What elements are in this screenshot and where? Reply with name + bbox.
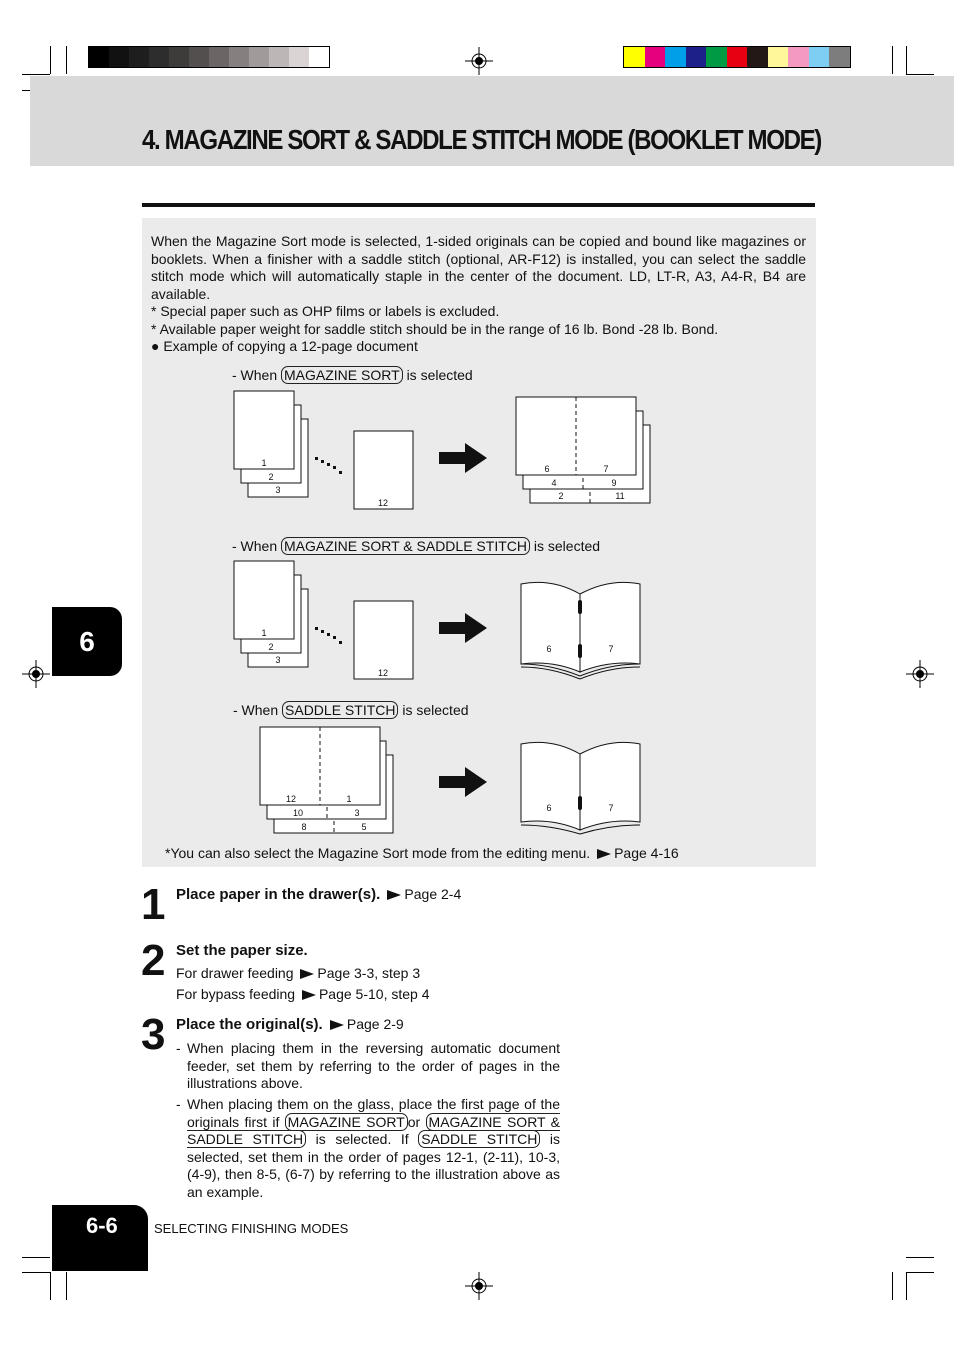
key-label: MAGAZINE SORT: [285, 1113, 408, 1131]
page-number: 2: [268, 642, 274, 652]
page-number: 3: [275, 655, 281, 665]
page-number: 3: [354, 808, 360, 818]
page-number: 2: [558, 491, 564, 501]
page-number: 4: [551, 478, 557, 488]
editing-menu-note: *You can also select the Magazine Sort mode from the editing menu. Page 4-16: [165, 845, 679, 861]
chapter-tab: 6: [52, 607, 122, 676]
diagram-label: - When MAGAZINE SORT is selected: [232, 367, 473, 383]
diagram-label: - When SADDLE STITCH is selected: [233, 702, 469, 718]
page-number: 6: [546, 803, 552, 813]
page-number: 12: [377, 498, 389, 508]
diagram-label: - When MAGAZINE SORT & SADDLE STITCH is selected: [232, 538, 601, 554]
step-number: 1: [141, 880, 164, 929]
page-number: 5: [361, 822, 367, 832]
intro-paragraph: When the Magazine Sort mode is selected, 1-sided originals can be copied and bound like magazines or booklets. When a finisher with a saddle stitch (optional, AR-F12) is installed, you can select the saddle stitch mode which will automatically staple in the center of the document. LD, LT-R, A3, A4-R, B4 are available.: [151, 233, 806, 302]
page-number: 9: [611, 478, 617, 488]
page-number: 7: [608, 644, 614, 654]
page-number: 1: [346, 794, 352, 804]
key-label: SADDLE STITCH: [418, 1130, 540, 1148]
page-number: 7: [608, 803, 614, 813]
reference-arrow-icon: [597, 849, 611, 859]
reference-arrow-icon: [300, 969, 314, 979]
section-name: SELECTING FINISHING MODES: [154, 1221, 349, 1236]
page-number: 7: [603, 464, 609, 474]
reference-arrow-icon: [330, 1020, 344, 1030]
page-number: 1: [261, 458, 267, 468]
step-detail: For bypass feeding Page 5-10, step 4: [176, 986, 430, 1002]
page-number: 3: [275, 485, 281, 495]
page-number: 10: [292, 808, 304, 818]
reference-arrow-icon: [387, 890, 401, 900]
reference-arrow-icon: [302, 990, 316, 1000]
page-number: 2: [268, 472, 274, 482]
step-number: 2: [141, 936, 164, 985]
step-heading: Place paper in the drawer(s). Page 2-4: [176, 886, 462, 903]
step-heading: Set the paper size.: [176, 942, 308, 959]
key-label: MAGAZINE SORT & SADDLE STITCH: [187, 1113, 561, 1147]
page-number: 8: [301, 822, 307, 832]
page-number: 12: [377, 668, 389, 678]
key-label: MAGAZINE SORT: [281, 366, 403, 384]
step-bullet: - When placing them on the glass, place the first page of the originals first if MAGAZINE SORT or MAGAZINE SORT & SADDLE STITCH is selected. If SADDLE STITCH is selected, set them in the order of pages 12-1, (2-11), 10-3, (4-9), then 8-5, (6-7) by referring to the illustration above as an example.: [176, 1096, 561, 1200]
page-number: 6: [544, 464, 550, 474]
key-label: SADDLE STITCH: [282, 701, 398, 719]
page-number: 11: [615, 491, 625, 501]
page-number: 6: [546, 644, 552, 654]
step-number: 3: [141, 1010, 164, 1059]
intro-note: * Special paper such as OHP films or labels is excluded.: [151, 303, 500, 319]
page-number: 1: [261, 628, 267, 638]
page-number-tab: 6-6: [52, 1205, 148, 1271]
page-title: 4. MAGAZINE SORT & SADDLE STITCH MODE (BOOKLET MODE): [142, 124, 821, 155]
step-heading: Place the original(s). Page 2-9: [176, 1016, 404, 1033]
step-bullet: - When placing them in the reversing automatic document feeder, set them by referring to the order of pages in the illustrations above.: [176, 1040, 560, 1091]
step-detail: For drawer feeding Page 3-3, step 3: [176, 965, 421, 981]
intro-note: * Available paper weight for saddle stitch should be in the range of 16 lb. Bond -28 lb. Bond.: [151, 320, 719, 337]
key-label: MAGAZINE SORT & SADDLE STITCH: [281, 537, 530, 555]
page-number: 12: [285, 794, 297, 804]
example-heading: ● Example of copying a 12-page document: [151, 338, 418, 354]
